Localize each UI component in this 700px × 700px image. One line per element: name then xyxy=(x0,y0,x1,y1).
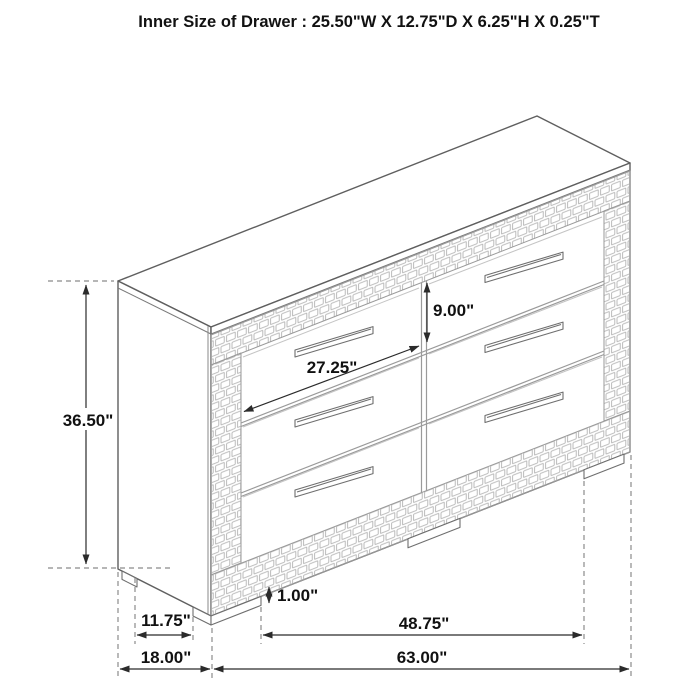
texture-stile-right xyxy=(604,201,630,421)
diagram-title: Inner Size of Drawer : 25.50"W X 12.75"D X 6.25"H X 0.25"T xyxy=(138,13,600,31)
dim-drawer-width-label: 27.25" xyxy=(306,358,358,377)
dim-front-leg-span-label: 48.75" xyxy=(398,614,450,633)
dim-overall-depth-label: 18.00" xyxy=(140,648,192,667)
dim-leg-height-label: 1.00" xyxy=(277,586,319,605)
dim-drawer-height-label: 9.00" xyxy=(433,301,475,320)
dim-overall-height-label: 36.50" xyxy=(62,411,114,430)
dresser-side-panel xyxy=(118,281,211,616)
dim-overall-width-label: 63.00" xyxy=(396,648,448,667)
texture-stile-left xyxy=(211,353,241,575)
dim-leg-setback-label: 11.75" xyxy=(141,611,191,630)
